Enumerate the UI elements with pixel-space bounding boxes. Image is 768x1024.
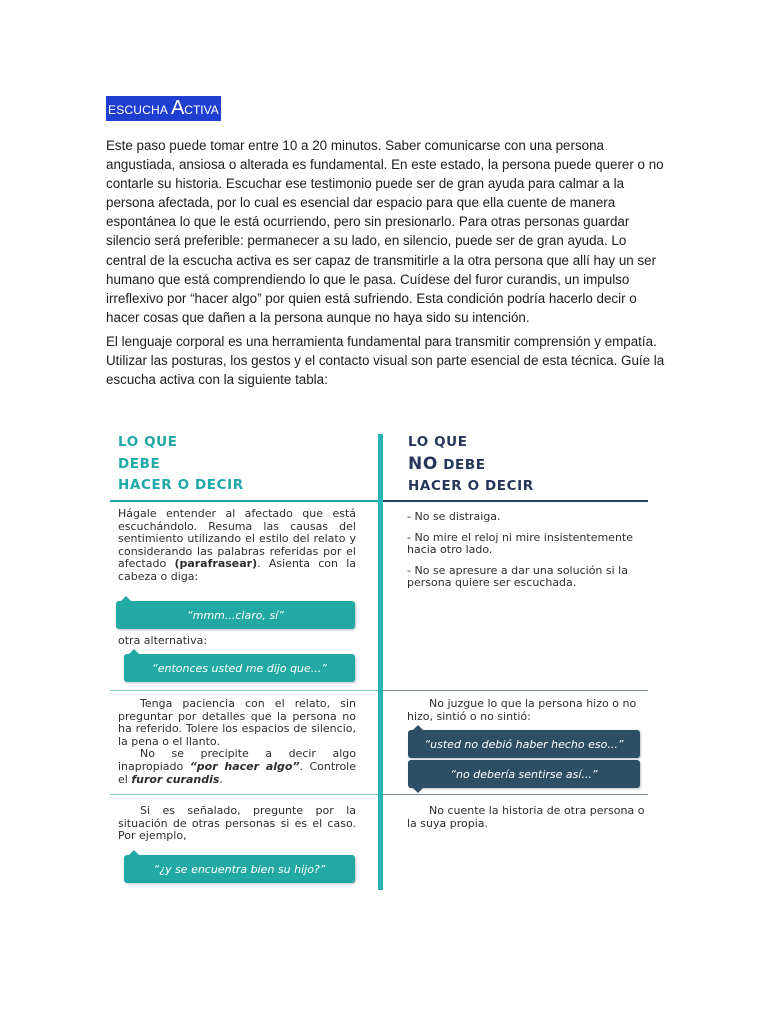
row3-right-text: No cuente la historia de otra persona o la suya propia.: [407, 804, 645, 830]
row2-bubble-2: “no debería sentirse así...”: [408, 760, 640, 788]
row3-bubble: “¿y se encuentra bien su hijo?”: [124, 855, 355, 883]
right-header-line-1: LO QUE: [408, 434, 468, 450]
heading-part-1: ESCUCHA: [108, 103, 171, 117]
row1-left-text-a: Hágale entender al afectado que está escuchándolo. Resuma las causas del sentimiento utilizando el estilo del relato y considerando las palabras referidas por el afectado: [118, 507, 356, 571]
right-column-header: [408, 432, 534, 498]
paragraph-intro: Este paso puede tomar entre 10 a 20 minutos. Saber comunicarse con una persona angustiada, ansiosa o alterada es fundamental. En este estado, la persona puede querer o no contarle su historia. Escuchar ese testimonio puede ser de gran ayuda para calmar a la persona afectada, por lo cual es esencial dar espacio para que ella cuente de manera espontánea lo que le está ocurriendo, pero sin presionarlo. Para otras personas guardar silencio será preferible: permanecer a su lado, en silencio, puede ser de gran ayuda. Lo central de la escucha activa es ser capaz de transmitirle a la otra persona que allí hay un ser humano que está comprendiendo lo que le pasa. Cuídese del furor curandis, un impulso irreflexivo por “hacer algo” por quien está sufriendo. Esta condición podría hacerlo decir o hacer cosas que dañen a la persona aunque no haya sido su intención.: [106, 138, 664, 325]
row2-right-text: No juzgue lo que la persona hizo o no hizo, sintió o no sintió:: [407, 697, 637, 723]
right-header-line-2: [408, 454, 534, 477]
paragraph-body-language: El lenguaje corporal es una herramienta fundamental para transmitir comprensión y empatía. Utilizar las posturas, los gestos y el contacto visual son parte esencial de esta técnica. Guíe la escucha activa con la siguiente tabla:: [106, 334, 665, 388]
right-header-line-3: HACER O DECIR: [408, 478, 534, 494]
row1-left-text-bold: (parafrasear): [174, 557, 258, 571]
row1-right-item-2: - No mire el reloj ni mire insistentemente hacia otro lado.: [407, 530, 633, 557]
row2-rule-right: [383, 794, 648, 795]
row2-left-para-1: Tenga paciencia con el relato, sin preguntar por detalles que la persona no ha referido. Tolere los espacios de silencio, la pena o el llanto.: [118, 697, 356, 748]
row1-rule-left: [110, 690, 378, 691]
heading-part-2: A: [170, 97, 185, 119]
guide-table: [110, 428, 655, 893]
header-rule-left: [110, 500, 378, 502]
header-rule-right: [383, 500, 648, 502]
row2-left-para-2: [118, 748, 356, 786]
row2-rule-left: [110, 794, 378, 795]
column-divider: [378, 434, 383, 890]
row2-left-text-b: No se precipite a decir algo inapropiado: [118, 747, 356, 773]
right-header-debe: DEBE: [437, 456, 486, 473]
row1-rule-right: [383, 690, 648, 691]
row2-left-text: [118, 698, 356, 786]
left-header-line-3: HACER O DECIR: [118, 477, 244, 493]
left-header-line-1: LO QUE: [118, 434, 178, 450]
row2-bubble-1: “usted no debió haber hecho eso...”: [408, 730, 640, 758]
heading-part-3: CTIVA: [184, 103, 219, 117]
row2-left-italic-2: furor curandis: [131, 772, 220, 786]
left-header-line-2: DEBE: [118, 455, 161, 472]
row1-right-list: [407, 511, 651, 590]
row2-left-text-d: .: [219, 772, 223, 786]
row1-bubble-1: “mmm...claro, sí”: [116, 601, 355, 629]
row1-bubble-2: “entonces usted me dijo que...”: [124, 654, 355, 682]
left-column-header: [118, 432, 244, 497]
row1-right-item-3: - No se apresure a dar una solución si la persona quiere ser escuchada.: [407, 563, 628, 590]
row1-left-text-b: . Asienta con la cabeza o diga:: [118, 557, 356, 583]
row1-alt-label: otra alternativa:: [118, 634, 208, 647]
right-header-no: NO: [408, 453, 438, 474]
row1-left-text: [118, 508, 356, 584]
row1-right-item-1: - No se distraiga.: [407, 510, 501, 523]
row2-left-text-c: . Controle el: [118, 759, 356, 786]
section-heading: [106, 96, 221, 121]
row3-left-text: Si es señalado, pregunte por la situación de otras personas si es el caso. Por ejemplo,: [118, 804, 356, 843]
row2-left-italic: “por hacer algo”: [189, 759, 300, 773]
